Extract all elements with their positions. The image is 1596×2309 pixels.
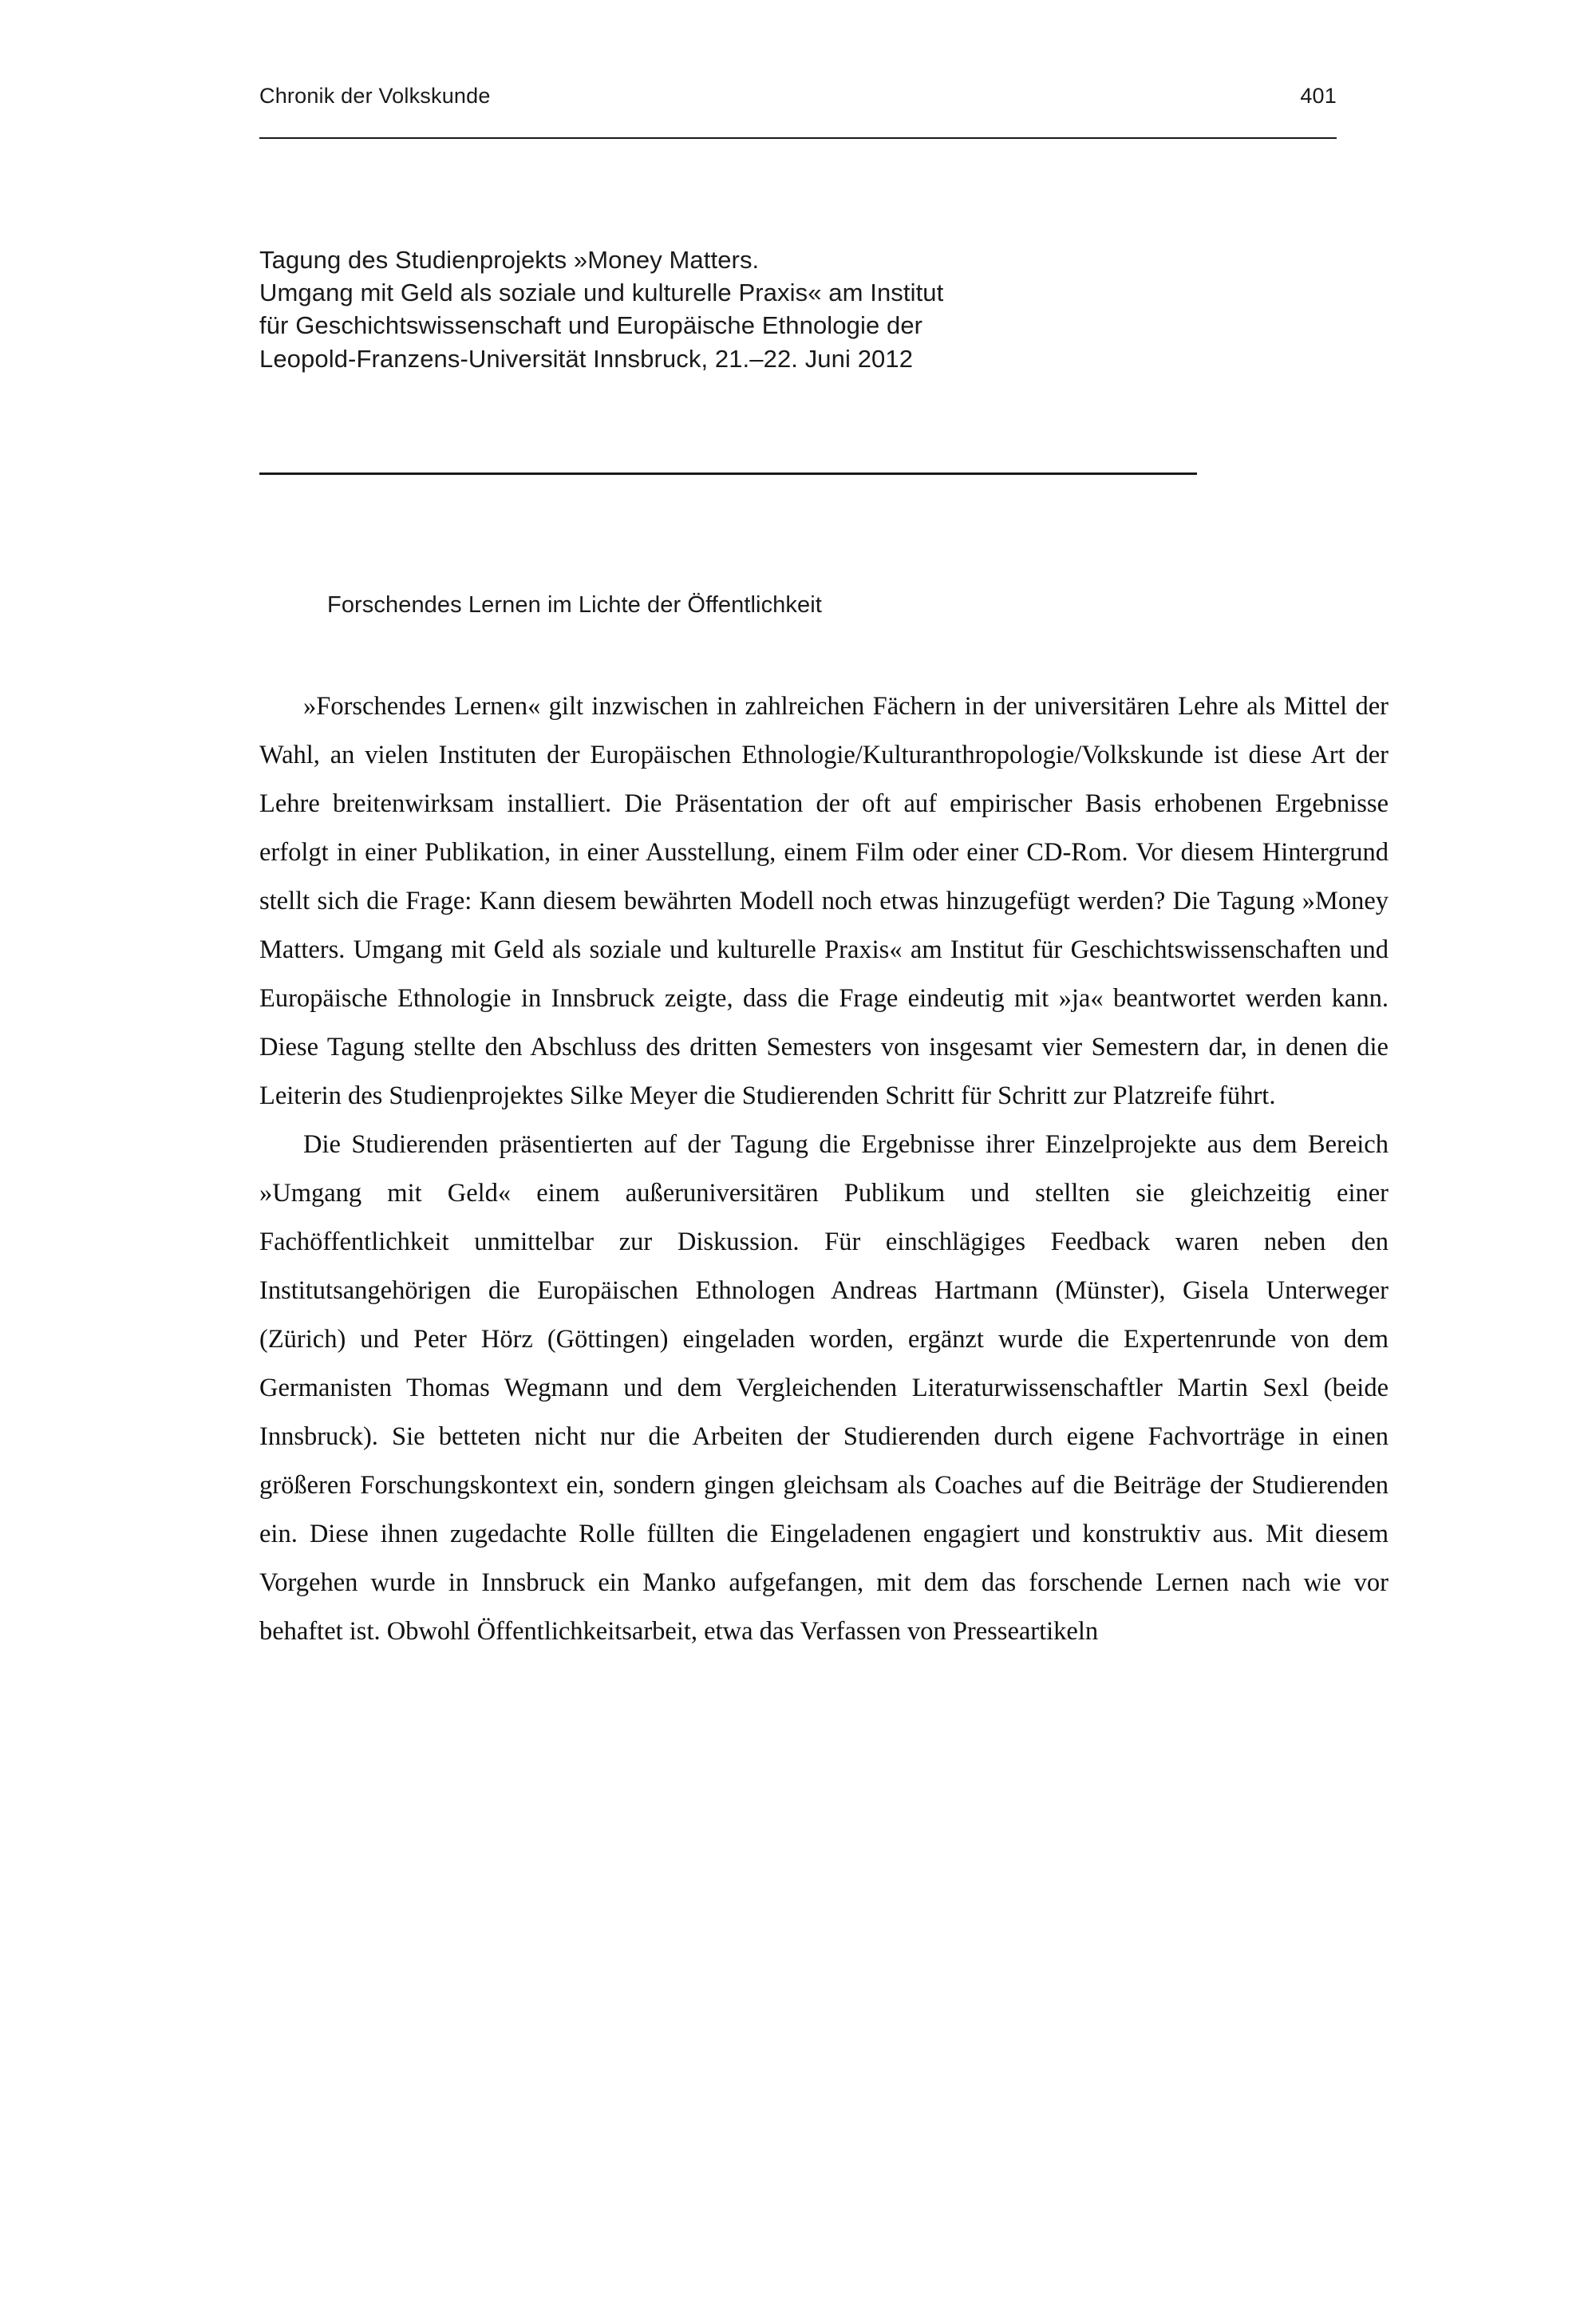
- header-rule: [259, 137, 1337, 139]
- article-title: [259, 243, 1257, 375]
- body-paragraph: Die Studierenden präsentierten auf der Tagung die Ergebnisse ihrer Einzelprojekte aus dem Bereich »Umgang mit Geld« einem außeruniversitären Publikum und stellten sie gleichzeitig einer Fachöffentlichkeit unmittelbar zur Diskussion. Für einschlägiges Feedback waren neben den Institutsangehörigen die Europäischen Ethnologen Andreas Hartmann (Münster), Gisela Unterweger (Zürich) und Peter Hörz (Göttingen) eingeladen worden, ergänzt wurde die Expertenrunde von dem Germanisten Thomas Wegmann und dem Vergleichenden Literaturwissenschaftler Martin Sexl (beide Innsbruck). Sie betteten nicht nur die Arbeiten der Studierenden durch eigene Fachvorträge in einen größeren Forschungskontext ein, sondern gingen gleichsam als Coaches auf die Beiträge der Studierenden ein. Diese ihnen zugedachte Rolle füllten die Eingeladenen engagiert und konstruktiv aus. Mit diesem Vorgehen wurde in Innsbruck ein Manko aufgefangen, mit dem das forschende Lernen nach wie vor behaftet ist. Obwohl Öffentlichkeitsarbeit, etwa das Verfassen von Presseartikeln: [259, 1130, 1389, 1646]
- article-body: [259, 682, 1389, 1656]
- running-head-title: Chronik der Volkskunde: [259, 84, 491, 108]
- body-paragraph: »Forschendes Lernen« gilt inzwischen in zahlreichen Fächern in der universitären Lehre als Mittel der Wahl, an vielen Instituten der Europäischen Ethnologie/Kulturanthropologie/Volkskunde ist diese Art der Lehre breitenwirksam installiert. Die Präsentation der oft auf empirischer Basis erhobenen Ergebnisse erfolgt in einer Publikation, in einer Ausstellung, einem Film oder einer CD-Rom. Vor diesem Hintergrund stellt sich die Frage: Kann diesem bewährten Modell noch etwas hinzugefügt werden? Die Tagung »Money Matters. Umgang mit Geld als soziale und kulturelle Praxis« am Institut für Geschichtswissenschaften und Europäische Ethnologie in Innsbruck zeigte, dass die Frage eindeutig mit »ja« beantwortet werden kann. Diese Tagung stellte den Abschluss des dritten Semesters von insgesamt vier Semestern dar, in denen die Leiterin des Studienprojektes Silke Meyer die Studierenden Schritt für Schritt zur Platzreife führt.: [259, 692, 1389, 1110]
- title-rule: [259, 472, 1197, 475]
- article-title-line-4: Leopold-Franzens-Universität Innsbruck, 21.–22. Juni 2012: [259, 344, 914, 373]
- section-subheading: Forschendes Lernen im Lichte der Öffentlichkeit: [327, 592, 822, 618]
- article-title-line-1: Tagung des Studienprojekts »Money Matters.: [259, 246, 760, 274]
- page-number: 401: [1300, 84, 1337, 108]
- article-title-line-3: für Geschichtswissenschaft und Europäische Ethnologie der: [259, 311, 923, 340]
- running-head: [259, 84, 1337, 109]
- article-title-line-2: Umgang mit Geld als soziale und kulturelle Praxis« am Institut: [259, 279, 944, 307]
